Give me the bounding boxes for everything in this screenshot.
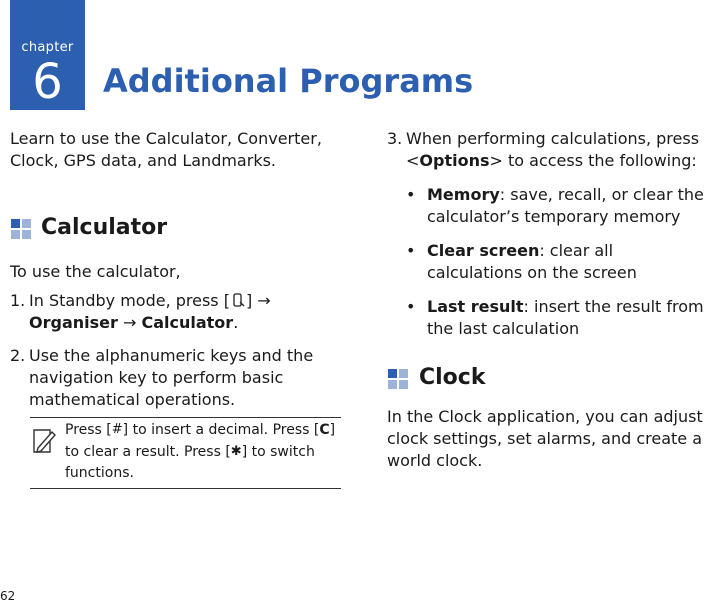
list-item: • Clear screen: clear all calculations on the screen (406, 241, 637, 282)
note-box (30, 417, 341, 489)
chapter-label: chapter (21, 40, 74, 55)
step-3: 3. When performing calculations, press <Options> to access the following: • Memory: save, recall, or clear the calculator’s temporary memory • Clear screen: clear all calculations on the screen • Last result: insert the result from the last calculation (387, 128, 704, 340)
step-1: 1. In Standby mode, press [ ] → Organiser → Calculator. (10, 291, 271, 332)
step-number: 3. (387, 129, 403, 148)
chapter-number: 6 (32, 54, 63, 110)
list-item: • Last result: insert the result from the last calculation (406, 297, 704, 338)
hash-key-icon: # (111, 422, 123, 437)
note-text: Press [#] to insert a decimal. Press [C] to clear a result. Press [✱] to switch functions. (65, 419, 340, 484)
section-squares-icon (10, 218, 32, 240)
calculator-heading: Calculator (41, 215, 168, 240)
page-number: 62 (0, 589, 16, 603)
intro-text: Learn to use the Calculator, Converter, Clock, GPS data, and Landmarks. (10, 129, 322, 170)
options-softkey: Options (419, 151, 490, 170)
step-number: 2. (10, 346, 26, 365)
page-title: Additional Programs (103, 62, 474, 100)
calculator-steps (10, 290, 340, 422)
list-item: • Memory: save, recall, or clear the calculator’s temporary memory (406, 185, 704, 226)
clock-intro: In the Clock application, you can adjust clock settings, set alarms, and create a world clock. (387, 407, 703, 470)
clock-heading: Clock (419, 365, 486, 390)
calculator-intro: To use the calculator, (10, 262, 181, 281)
pencil-note-icon (30, 426, 56, 456)
c-key-label: C (319, 422, 330, 438)
chapter-badge (10, 0, 85, 110)
calculator-menu: Calculator (141, 313, 234, 332)
step-2: 2. Use the alphanumeric keys and the navigation key to perform basic mathematical operations. (10, 346, 314, 409)
calculator-steps-continued (387, 128, 704, 352)
star-key-icon: ✱ (230, 444, 242, 459)
menu-key-icon (230, 292, 246, 309)
organiser-menu: Organiser (29, 313, 118, 332)
section-squares-icon (387, 368, 409, 390)
step-number: 1. (10, 291, 26, 310)
options-list (406, 184, 704, 340)
